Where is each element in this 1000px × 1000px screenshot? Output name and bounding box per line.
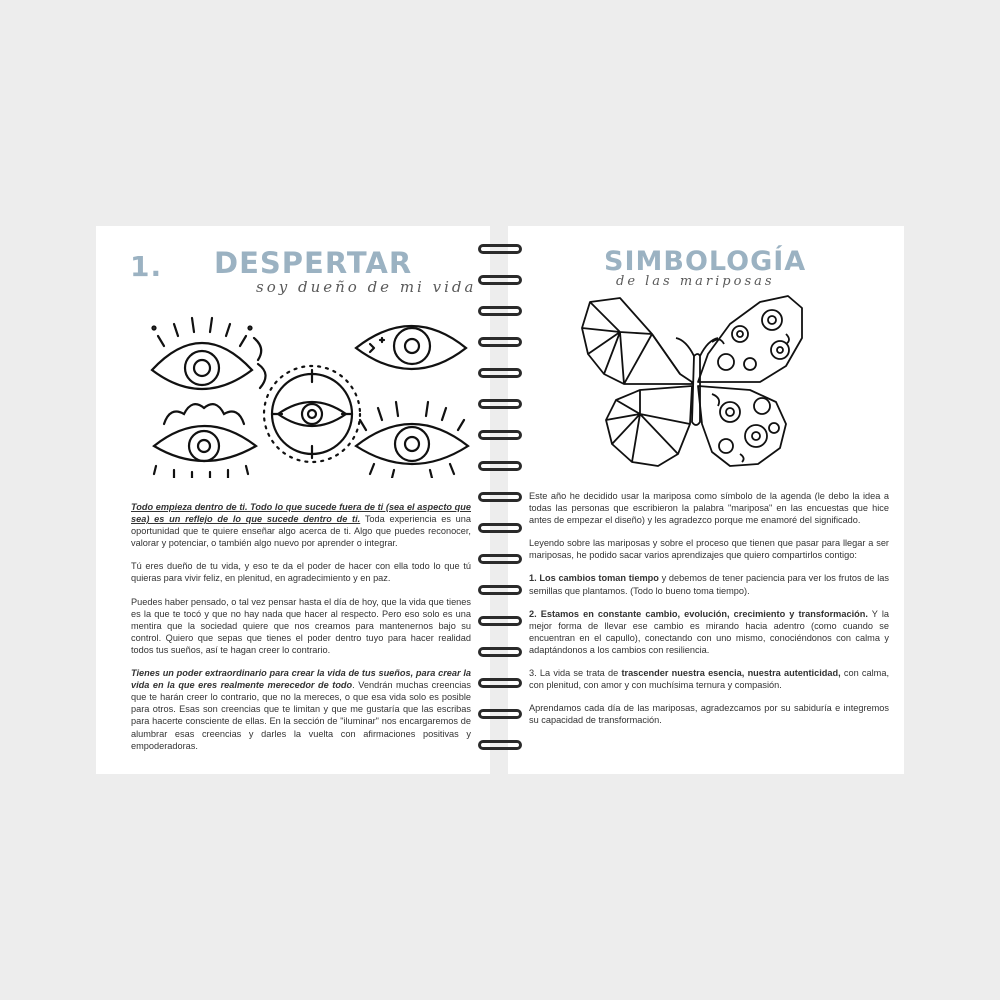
paragraph-text: 3. La vida se trata de: [529, 668, 622, 679]
list-item: [529, 667, 889, 691]
paragraph: Este año he decidido usar la mariposa como símbolo de la agenda (le debo la idea a todas las personas que escribieron la palabra "mariposa" en las encuestas que hice antes de empezar el diseño) y les agradezco porque me enamoré del significado.: [529, 491, 889, 526]
page-subtitle: de las mariposas: [616, 274, 775, 289]
spiral-ring: [478, 492, 522, 502]
chapter-subtitle: soy dueño de mi vida: [256, 278, 477, 296]
right-body-text: [529, 490, 889, 737]
butterfly-illustration: [580, 294, 820, 474]
spiral-ring: [478, 523, 522, 533]
bold-text: 1. Los cambios toman tiempo: [529, 573, 659, 584]
page-title: SIMBOLOGÍA: [604, 246, 807, 277]
paragraph-text: y debemos de tener paciencia para ver los frutos de las semillas que plantamos. (Todo lo bueno toma tiempo).: [529, 573, 889, 596]
evil-eyes-illustration: [144, 298, 474, 478]
paragraph-text: . Vendrán muchas creencias que te harán creer lo contrario, que no la mereces, o que esa vida solo es posible para otros. Esas son creencias que te limitan y que me gustaría que las escribas para hacerte consciente de ellas. En la sección de "iluminar" nos encargaremos de alumbrar esas creencias y darles la vuelta con afirmaciones positivas y empoderadoras.: [131, 680, 471, 751]
emphasis-text: Tienes un poder extraordinario para crear la vida de tus sueños, para crear la vida en la que eres realmente merecedor de todo: [131, 668, 471, 691]
spiral-ring: [478, 740, 522, 750]
chapter-title: DESPERTAR: [214, 246, 413, 280]
left-page: [96, 226, 490, 774]
spiral-ring: [478, 647, 522, 657]
spiral-ring: [478, 554, 522, 564]
paragraph: Tú eres dueño de tu vida, y eso te da el poder de hacer con ella todo lo que tú quieras para vivir feliz, en plenitud, en agradecimiento y en paz.: [131, 561, 471, 584]
spiral-ring: [478, 678, 522, 688]
spiral-ring: [478, 709, 522, 719]
spiral-ring: [478, 275, 522, 285]
list-item: [529, 572, 889, 596]
paragraph: Leyendo sobre las mariposas y sobre el proceso que tienen que pasar para llegar a ser mariposas, he podido sacar varios aprendizajes que quiero compartirlos contigo:: [529, 538, 889, 561]
emphasis-text: Todo empieza dentro de ti. Todo lo que sucede fuera de ti (sea el aspecto que sea) es un reflejo de lo que sucede dentro de ti.: [131, 502, 471, 525]
paragraph-text: con calma, con plenitud, con amor y con muchísima ternura y compasión.: [529, 668, 889, 691]
spiral-ring: [478, 461, 522, 471]
spiral-ring: [478, 616, 522, 626]
list-item: [529, 608, 889, 656]
bold-text: trascender nuestra esencia, nuestra autenticidad,: [621, 668, 841, 679]
paragraph: Aprendamos cada día de las mariposas, agradezcamos por su sabiduría e integremos su capacidad de transformación.: [529, 703, 889, 726]
spiral-ring: [478, 244, 522, 254]
left-body-text: [131, 501, 471, 763]
chapter-number: 1.: [130, 250, 163, 283]
spiral-ring: [478, 306, 522, 316]
paragraph-text: Toda experiencia es una oportunidad que te quiere enseñar algo acerca de ti. Algo que puedes reconocer, valorar y potenciar, o también algo nuevo por aprender o integrar.: [131, 514, 471, 549]
paragraph: [131, 501, 471, 549]
spiral-ring: [478, 337, 522, 347]
paragraph: Puedes haber pensado, o tal vez pensar hasta el día de hoy, que la vida que tienes es la que te tocó y que no hay nada que hacer al respecto. Pero eso solo es una mentira que la sociedad quiere que nos creamos para mantenernos bajo su control. Quiero que sepas que tienes el poder dentro tuyo para hacer realidad todos tus sueños, así te hagan creer lo contrario.: [131, 596, 471, 655]
spiral-binding: [478, 244, 528, 764]
spiral-ring: [478, 399, 522, 409]
paragraph-text: Y la mejor forma de llevar ese cambio es mirando hacia adentro (como cuando se encuentran en el capullo), conectando con uno mismo, conociéndonos con calma y adaptándonos a los cambios con resiliencia.: [529, 608, 889, 655]
spiral-ring: [478, 430, 522, 440]
right-page: [508, 226, 904, 774]
spiral-ring: [478, 368, 522, 378]
paragraph: [131, 667, 471, 752]
spiral-ring: [478, 585, 522, 595]
bold-text: 2. Estamos en constante cambio, evolución, crecimiento y transformación.: [529, 608, 868, 619]
